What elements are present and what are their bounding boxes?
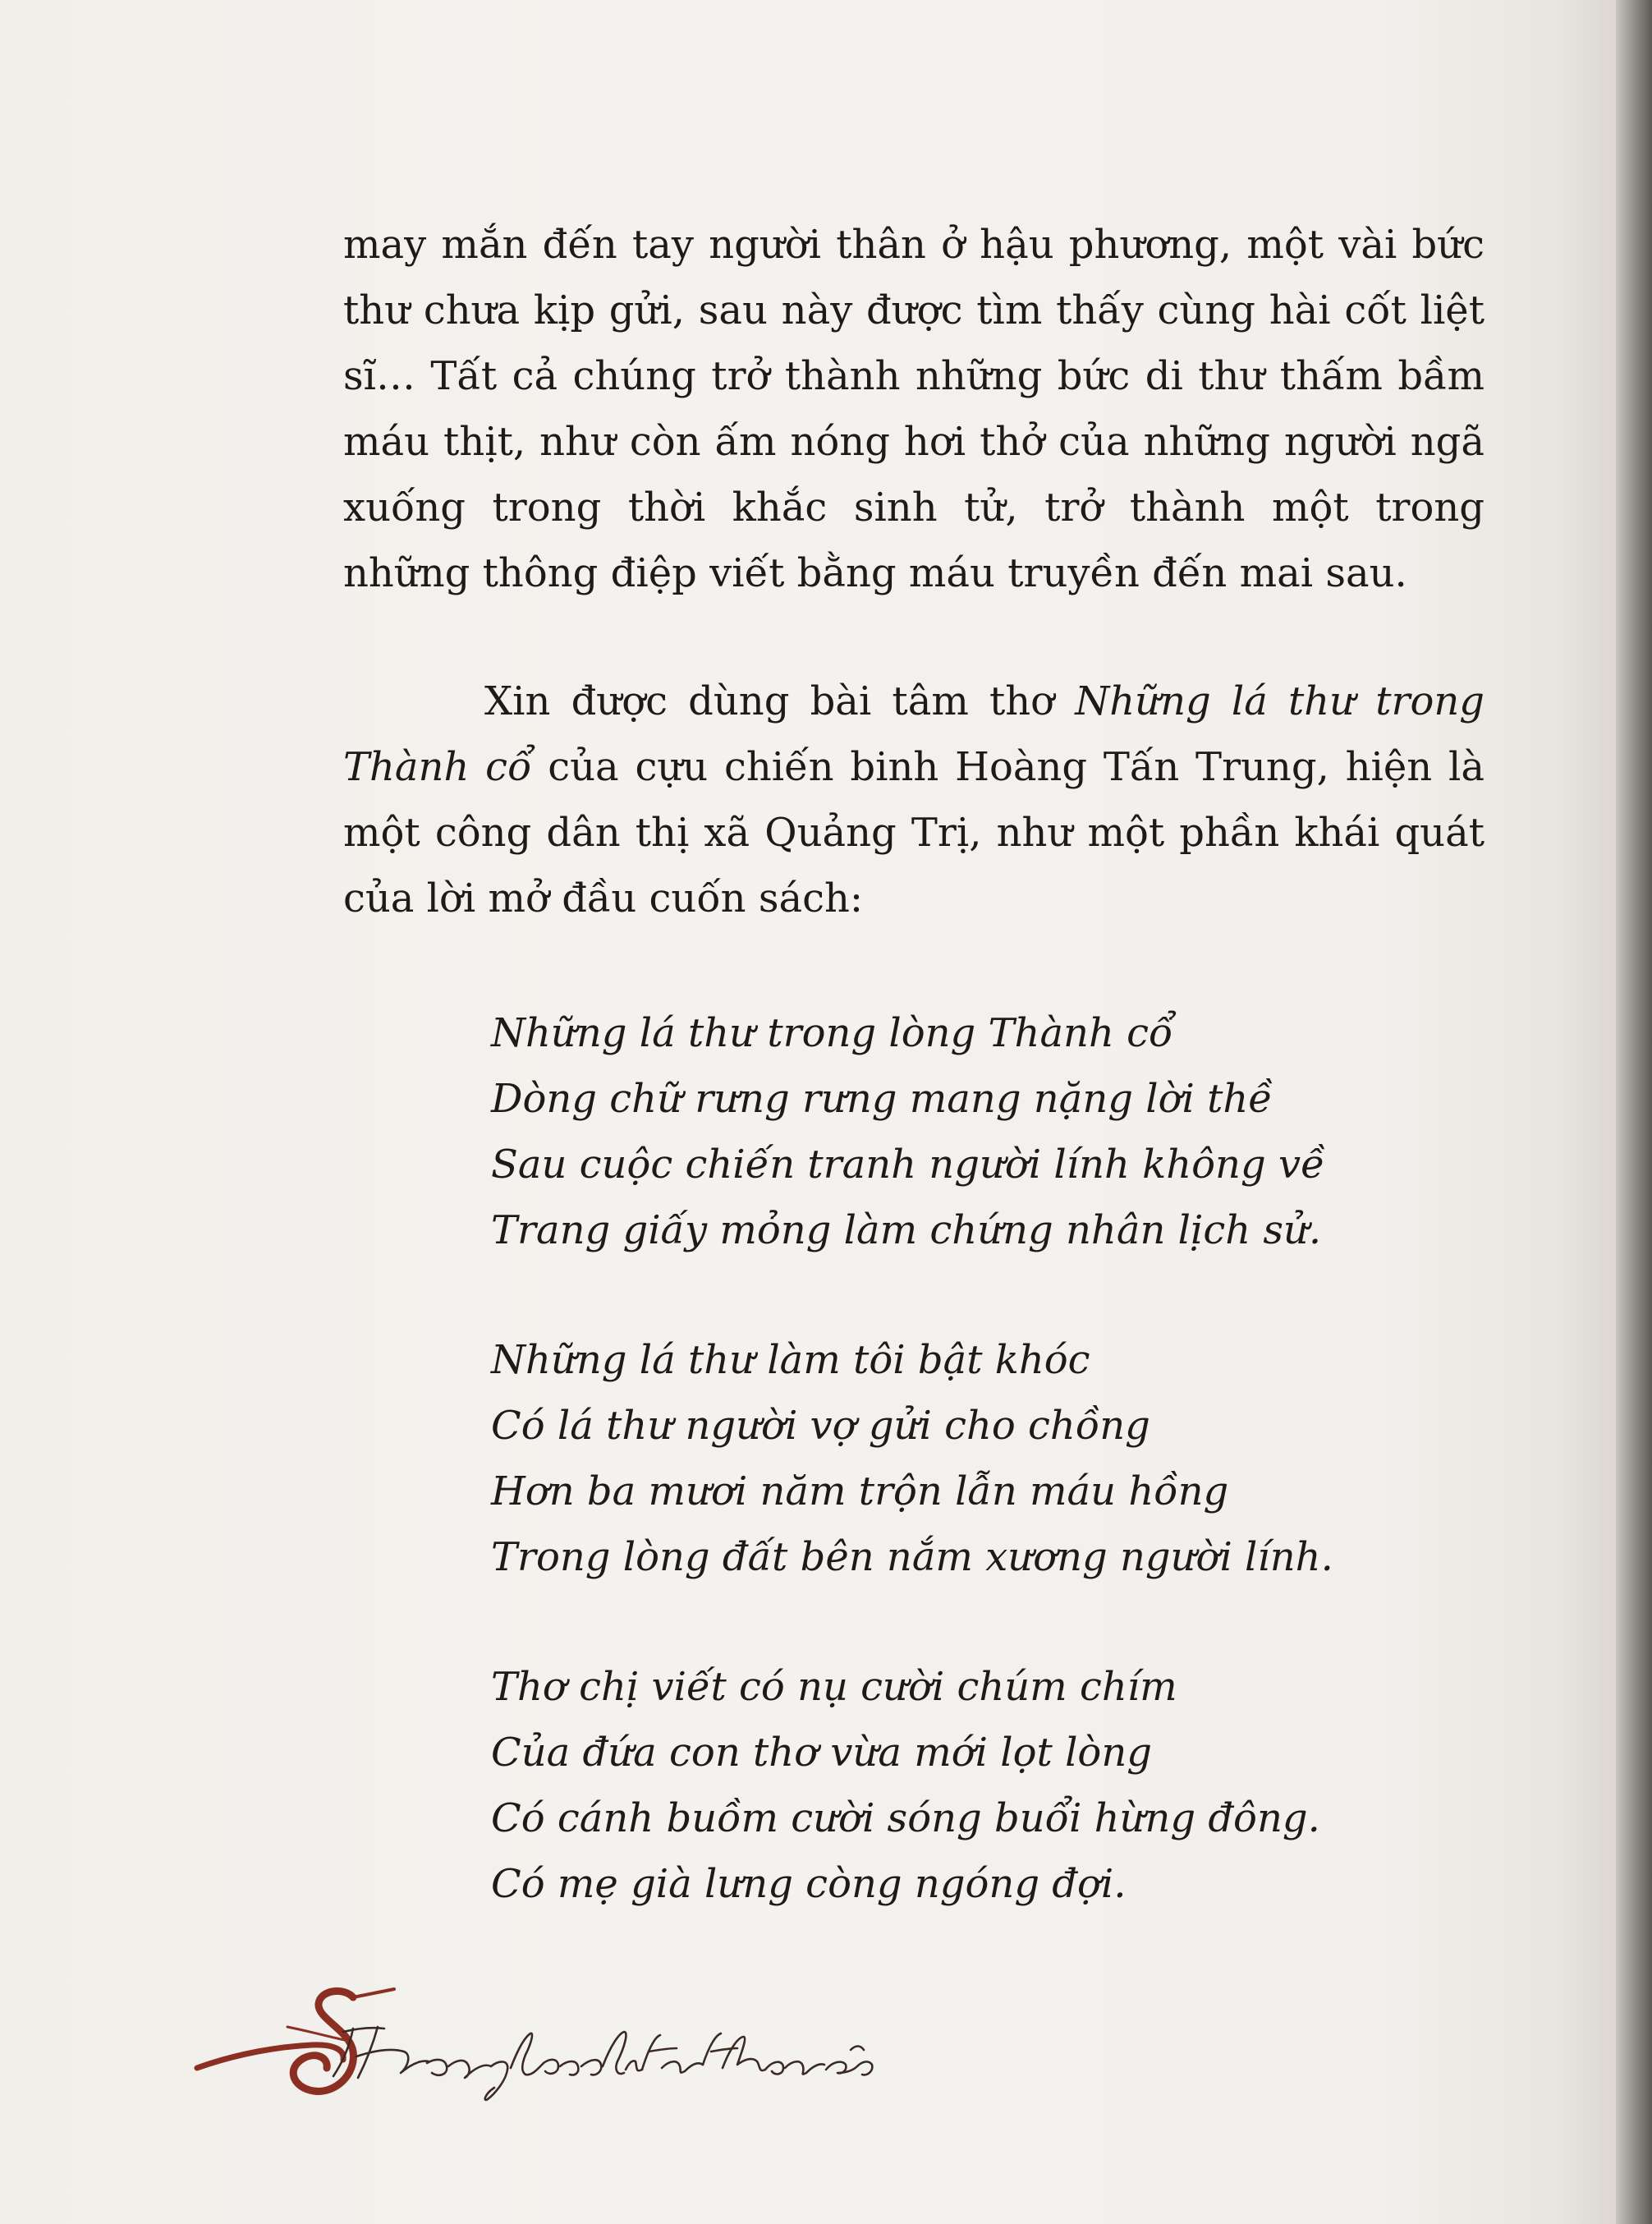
poem-line: Của đứa con thơ vừa mới lọt lòng: [491, 1730, 1152, 1776]
paragraph-2-intro: Xin được dùng bài tâm thơ: [484, 678, 1076, 724]
poem-line: Thơ chị viết có nụ cười chúm chím: [491, 1664, 1177, 1710]
page-edge: [1616, 0, 1652, 2224]
poem-line: Có mẹ già lưng còng ngóng đợi.: [491, 1861, 1127, 1907]
poem-line: Hơn ba mươi năm trộn lẫn máu hồng: [491, 1468, 1229, 1514]
paragraph-2-rest: của cựu chiến binh Hoàng Tấn Trung, hiện là một công dân thị xã Quảng Trị, như một phần khái quát của lời mở đầu cuốn sách:: [343, 744, 1485, 921]
book-title-script: [333, 2027, 872, 2100]
prose-block: [343, 212, 1485, 931]
page-number: 8: [189, 1979, 190, 1980]
poem-line: Có cánh buồm cười sóng buổi hừng đông.: [491, 1795, 1320, 1841]
page-footer: [189, 1979, 928, 2111]
poem-line: Những lá thư làm tôi bật khóc: [491, 1337, 1090, 1383]
paragraph-2: [343, 669, 1485, 931]
poem: [491, 1000, 1333, 1981]
poem-stanza-3: [491, 1654, 1333, 1917]
poem-line: Dòng chữ rưng rưng mang nặng lời thề: [491, 1076, 1273, 1122]
poem-line: Những lá thư trong lòng Thành cổ: [491, 1010, 1173, 1056]
poem-title-inline: Những lá thư trong Thành cổ: [343, 678, 1485, 790]
footer-calligraphy: [189, 1979, 928, 2111]
poem-line: Trong lòng đất bên nắm xương người lính.: [491, 1534, 1333, 1580]
page-number-flourish: [197, 1989, 394, 2091]
poem-line: Có lá thư người vợ gửi cho chồng: [491, 1403, 1150, 1449]
poem-line: Sau cuộc chiến tranh người lính không về: [491, 1142, 1325, 1188]
poem-line: Trang giấy mỏng làm chứng nhân lịch sử.: [491, 1207, 1322, 1253]
paragraph-1: may mắn đến tay người thân ở hậu phương, một vài bức thư chưa kịp gửi, sau này được tìm thấy cùng hài cốt liệt sĩ… Tất cả chúng trở thành những bức di thư thấm bầm máu thịt, như còn ấm nóng hơi thở của những người ngã xuống trong thời khắc sinh tử, trở thành một trong những thông điệp viết bằng máu truyền đến mai sau.: [343, 222, 1485, 596]
poem-stanza-2: [491, 1327, 1333, 1590]
poem-stanza-1: [491, 1000, 1333, 1263]
